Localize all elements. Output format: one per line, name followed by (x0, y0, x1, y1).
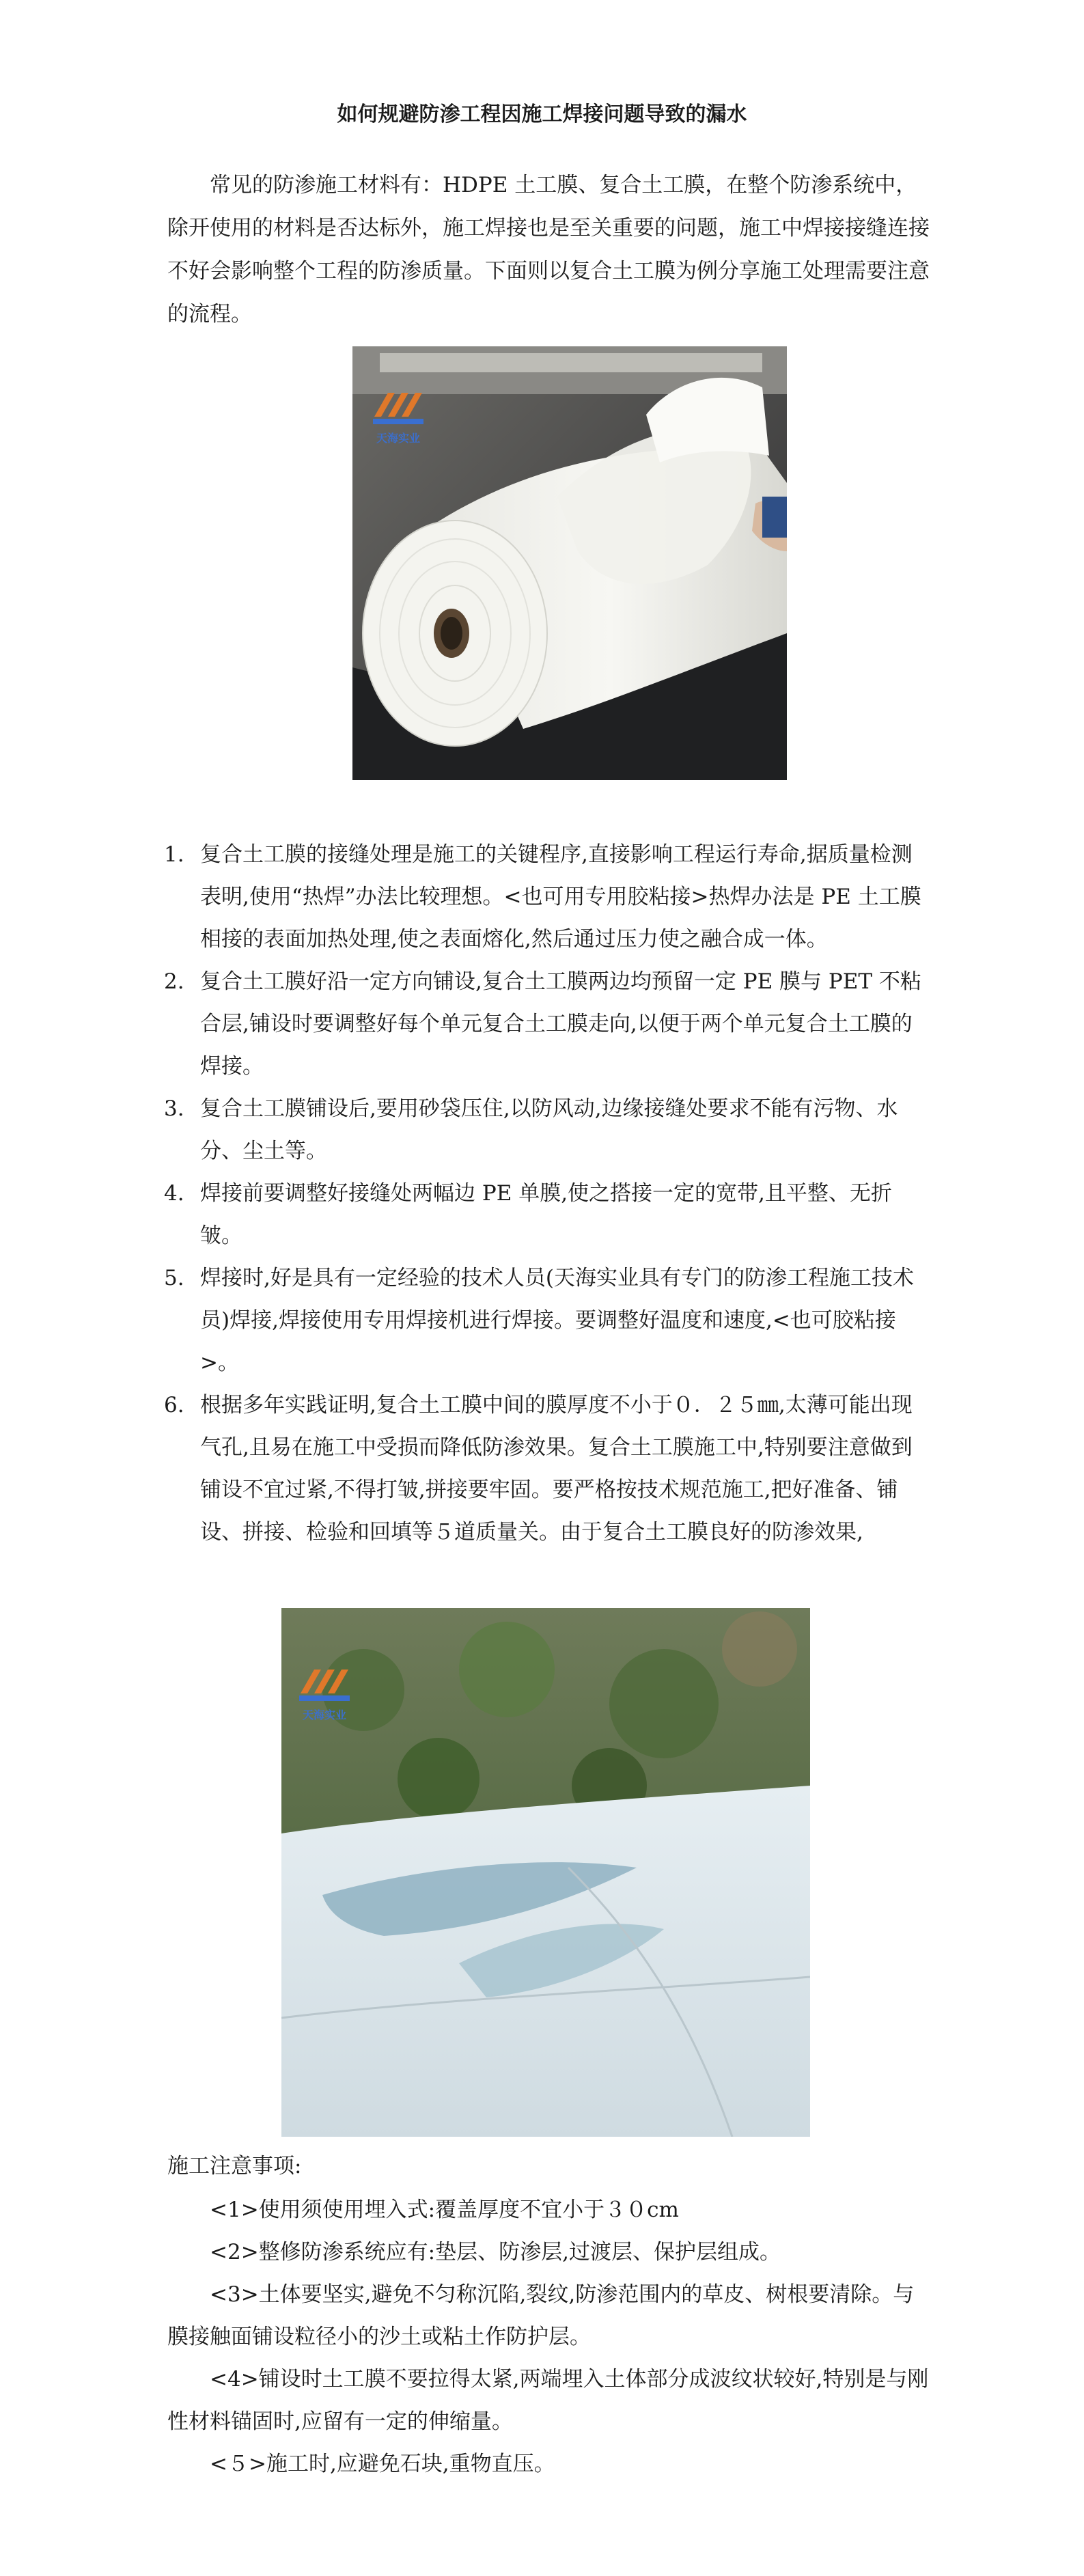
construction-notes-list (167, 2189, 932, 2485)
list-item (164, 1088, 929, 1172)
logo-text: 天海实业 (376, 432, 420, 445)
list-item: <1>使用须使用埋入式:覆盖厚度不宜小于３０cm (210, 2198, 679, 2222)
step-text: 复合土工膜的接缝处理是施工的关键程序,直接影响工程运行寿命,据质量检测表明,使用“热焊”办法比较理想。<也可用专用胶粘接>热焊办法是 PE 土工膜相接的表面加热处理,使之表面熔化,然后通过压力使之融合成一体。 (200, 842, 921, 952)
list-item: <4>铺设时土工膜不要拉得太紧,两端埋入土体部分成波纹状较好,特别是与刚性材料锚固时,应留有一定的伸缩量。 (167, 2367, 929, 2434)
list-item: <2>整修防渗系统应有:垫层、防渗层,过渡层、保护层组成。 (210, 2240, 781, 2265)
step-text: 根据多年实践证明,复合土工膜中间的膜厚度不小于０．２５㎜,太薄可能出现气孔,且易在施工中受损而降低防渗效果。复合土工膜施工中,特别要注意做到铺设不宜过紧,不得打皱,拼接要牢固。要严格按技术规范施工,把好准备、铺设、拼接、检验和回填等５道质量关。由于复合土工膜良好的防渗效果, (200, 1393, 913, 1545)
logo-text: 天海实业 (302, 1708, 346, 1721)
list-item (164, 960, 929, 1088)
step-number: 3. (164, 1096, 184, 1121)
step-text: 焊接前要调整好接缝处两幅边 PE 单膜,使之搭接一定的宽带,且平整、无折皱。 (200, 1181, 892, 1248)
intro-paragraph: 常见的防渗施工材料有：HDPE 土工膜、复合土工膜，在整个防渗系统中，除开使用的材料是否达标外，施工焊接也是至关重要的问题，施工中焊接接缝连接不好会影响整个工程的防渗质量。下面则以复合土工膜为例分享施工处理需要注意的流程。 (167, 173, 930, 327)
step-text: 复合土工膜好沿一定方向铺设,复合土工膜两边均预留一定 PE 膜与 PET 不粘合层,铺设时要调整好每个单元复合土工膜走向,以便于两个单元复合土工膜的焊接。 (200, 969, 921, 1079)
step-number: 6. (164, 1393, 184, 1417)
step-text: 复合土工膜铺设后,要用砂袋压住,以防风动,边缘接缝处要求不能有污物、水分、尘土等。 (200, 1096, 898, 1163)
list-item (164, 1384, 929, 1553)
installed-geomembrane-illustration (281, 1608, 810, 2137)
step-text: 焊接时,好是具有一定经验的技术人员(天海实业具有专门的防渗工程施工技术员)焊接,焊接使用专用焊接机进行焊接。要调整好温度和速度,<也可胶粘接>。 (200, 1266, 914, 1375)
list-item (164, 1172, 929, 1257)
list-item: <3>土体要坚实,避免不匀称沉陷,裂纹,防渗范围内的草皮、树根要清除。与膜接触面铺设粒径小的沙土或粘土作防护层。 (167, 2282, 915, 2349)
installed-geomembrane-photo (281, 1608, 810, 2137)
list-item (164, 833, 929, 960)
page-title: 如何规避防渗工程因施工焊接问题导致的漏水 (337, 102, 747, 126)
list-item: <５>施工时,应避免石块,重物直压。 (210, 2452, 555, 2476)
step-number: 1. (164, 842, 184, 867)
list-item (164, 1257, 929, 1384)
geomembrane-roll-photo (352, 346, 787, 780)
company-logo (294, 1656, 355, 1724)
step-number: 5. (164, 1266, 184, 1290)
logo-icon (367, 379, 429, 427)
step-number: 4. (164, 1181, 184, 1206)
company-logo (367, 379, 429, 447)
welding-steps-list (164, 833, 929, 1553)
logo-icon (294, 1656, 355, 1704)
notes-heading: 施工注意事项: (167, 2154, 302, 2178)
step-number: 2. (164, 969, 184, 994)
